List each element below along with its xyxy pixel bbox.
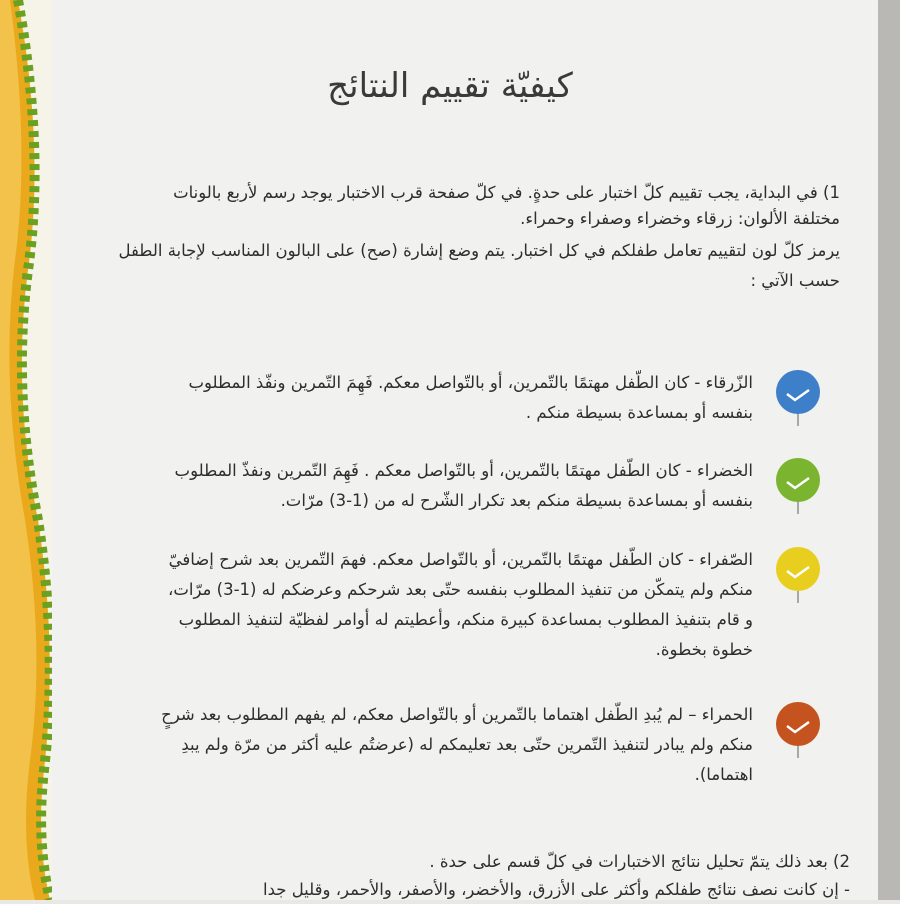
rating-line: بنفسه أو بمساعدة بسيطة منكم . [525, 403, 753, 422]
intro-line: مختلفة الألوان: زرقاء وخضراء وصفراء وحمراء. [520, 209, 840, 228]
intro-paragraph [118, 180, 840, 294]
rating-line: منكم ولم يتمكّن من تنفيذ المطلوب بنفسه حتّى بعد شرحكم وعرضكم له (1-3) مرّات، [168, 580, 753, 599]
red-balloon-icon [773, 700, 823, 760]
rating-line: الصّفراء - كان الطّفل مهتمًا بالتّمرين، أو بالتّواصل معكم. فهمَ التّمرين بعد شرح إضافيّ [168, 550, 753, 569]
intro-line: يرمز كلّ لون لتقييم تعامل طفلكم في كل اختبار. يتم وضع إشارة (صح) على البالون المناسب لإجابة الطفل [118, 241, 840, 260]
page-edge [878, 0, 900, 900]
page-title: كيفيّة تقييم النتائج [327, 66, 573, 106]
yellow-balloon-icon [773, 545, 823, 605]
rating-yellow [168, 545, 823, 675]
rating-line: الزّرقاء - كان الطّفل مهتمًا بالتّمرين، أو بالتّواصل معكم. فَهِمَ التّمرين ونفّذ المطلوب [188, 373, 753, 392]
rating-line: اهتماما). [694, 765, 753, 784]
blue-balloon-icon [773, 368, 823, 428]
rating-line: خطوة بخطوة. [655, 640, 753, 659]
rating-red [161, 700, 823, 800]
section-2-line: - إن كانت نصف نتائج طفلكم وأكثر على الأزرق، والأخضر، والأصفر، والأحمر، وقليل جدا [263, 880, 850, 899]
intro-line: حسب الآتي : [750, 271, 840, 290]
rating-line: الخضراء - كان الطّفل مهتمًا بالتّمرين، أو بالتّواصل معكم . فَهِمَ التّمرين ونفذّ المطلوب [174, 461, 753, 480]
rating-line: و قام بتنفيذ المطلوب بمساعدة كبيرة منكم، وأعطيتم له أوامر لفظيّة لتنفيذ المطلوب [178, 610, 753, 629]
section-2-line: 2) بعد ذلك يتمّ تحليل نتائج الاختبارات في كلّ قسم على حدة . [429, 852, 850, 871]
section-2-paragraph [180, 848, 850, 904]
intro-line: 1) في البداية، يجب تقييم كلّ اختبار على حدةٍ. في كلّ صفحة قرب الاختبار يوجد رسم لأربع بالونات [173, 183, 840, 202]
rating-line: منكم ولم يبادر لتنفيذ التّمرين حتّى بعد تعليمكم له (عرضتُم عليه أكثر من مرّة ولم يبدِ [181, 735, 753, 754]
rating-line: الحمراء – لم يُبدِ الطّفل اهتماما بالتّمرين أو بالتّواصل معكم، لم يفهم المطلوب بعد شرحٍ [161, 705, 753, 724]
rating-line: بنفسه أو بمساعدة بسيطة منكم بعد تكرار الشّرح له من (1-3) مرّات. [280, 491, 753, 510]
green-balloon-icon [773, 456, 823, 516]
